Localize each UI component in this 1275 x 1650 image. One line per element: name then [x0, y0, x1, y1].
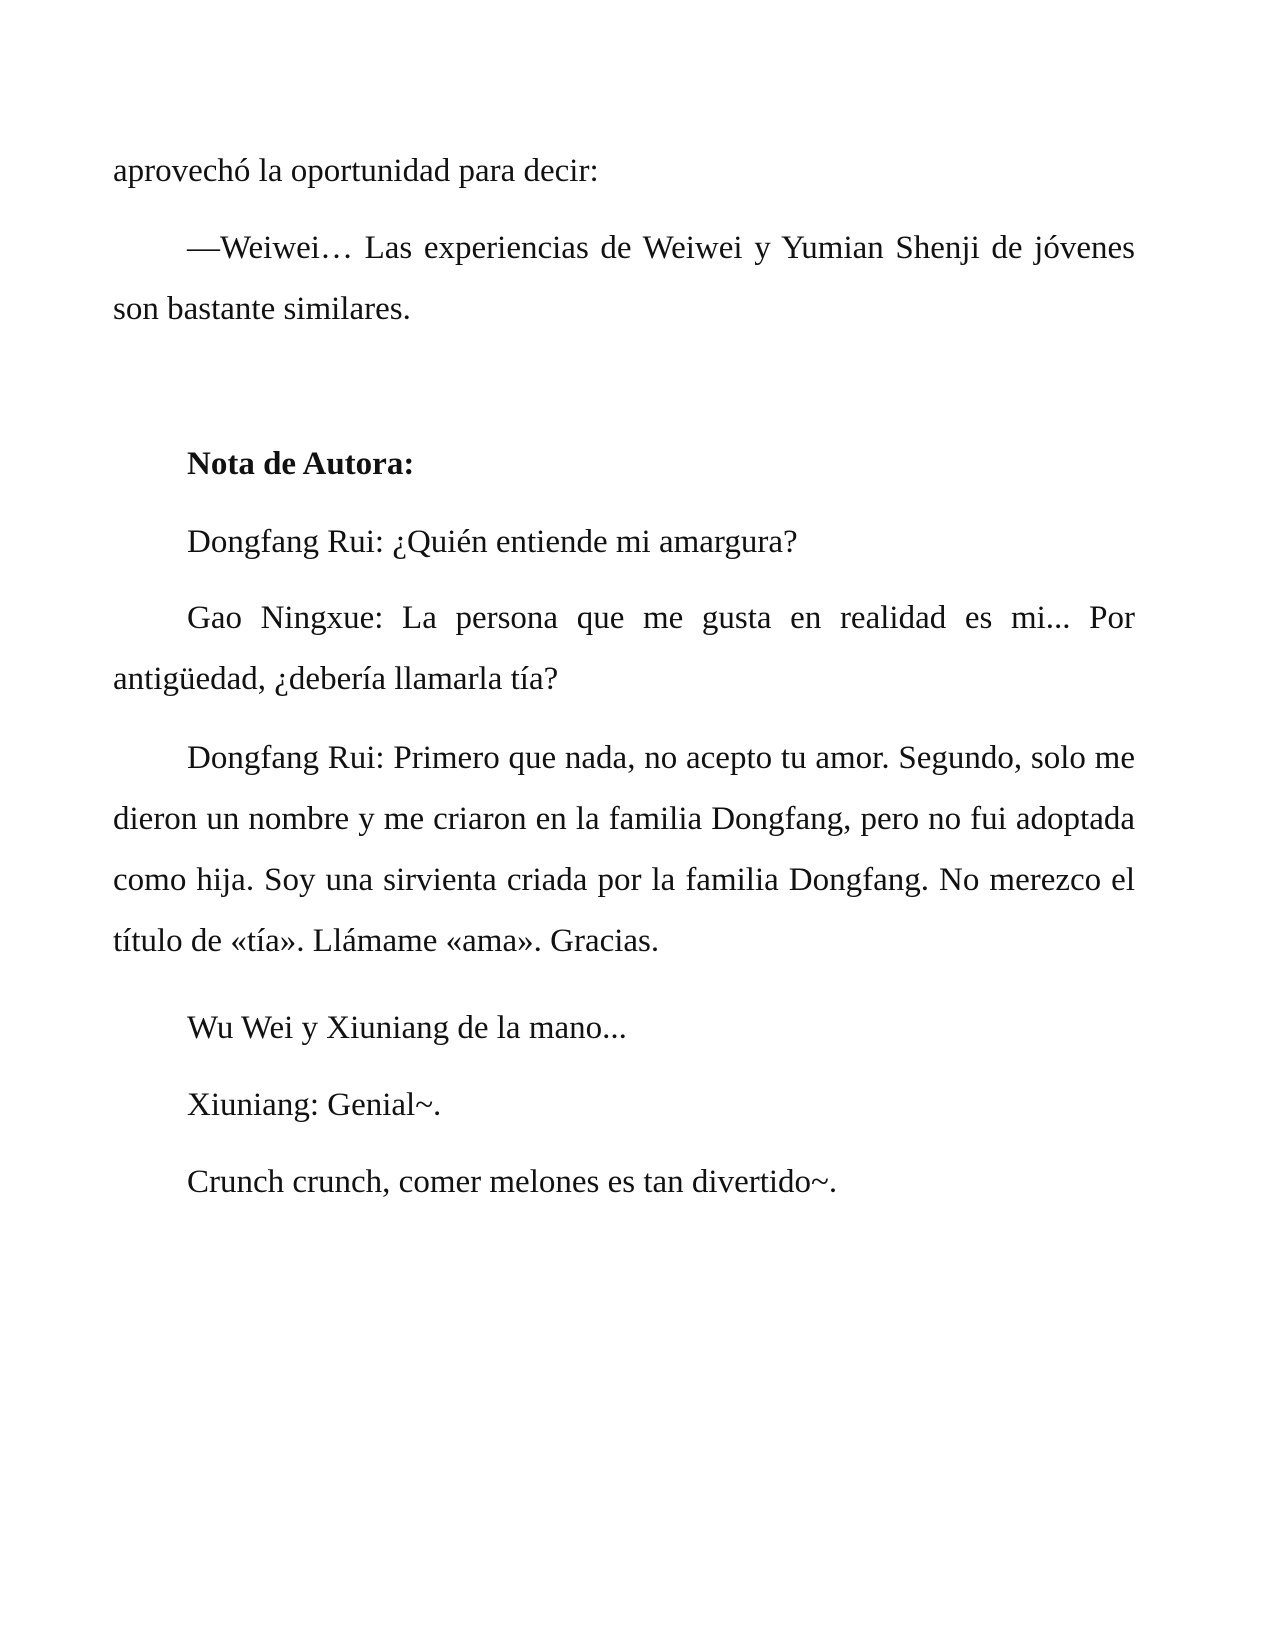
author-note-heading: Nota de Autora:	[187, 446, 415, 482]
paragraph-dongfang-rui-2: Dongfang Rui: Primero que nada, no acepto tu amor. Segundo, solo me dieron un nombre y me criaron en la familia Dongfang, pero no fui adoptada como hija. Soy una sirvienta criada por la familia Dongfang. No merezco el título de «tía». Llámame «ama». Gracias.	[113, 740, 1135, 959]
paragraph-gao-ningxue: Gao Ningxue: La persona que me gusta en realidad es mi... Por antigüedad, ¿debería llamarla tía?	[113, 600, 1135, 697]
paragraph-dongfang-rui-1: Dongfang Rui: ¿Quién entiende mi amargura?	[187, 524, 798, 560]
paragraph-wu-wei: Wu Wei y Xiuniang de la mano...	[187, 1010, 627, 1046]
paragraph-continuation: aprovechó la oportunidad para decir:	[113, 153, 599, 189]
paragraph-dialogue-weiwei: —Weiwei… Las experiencias de Weiwei y Yumian Shenji de jóvenes son bastante similares.	[113, 230, 1135, 327]
paragraph-xiuniang: Xiuniang: Genial~.	[187, 1087, 442, 1123]
paragraph-crunch: Crunch crunch, comer melones es tan divertido~.	[187, 1164, 838, 1200]
